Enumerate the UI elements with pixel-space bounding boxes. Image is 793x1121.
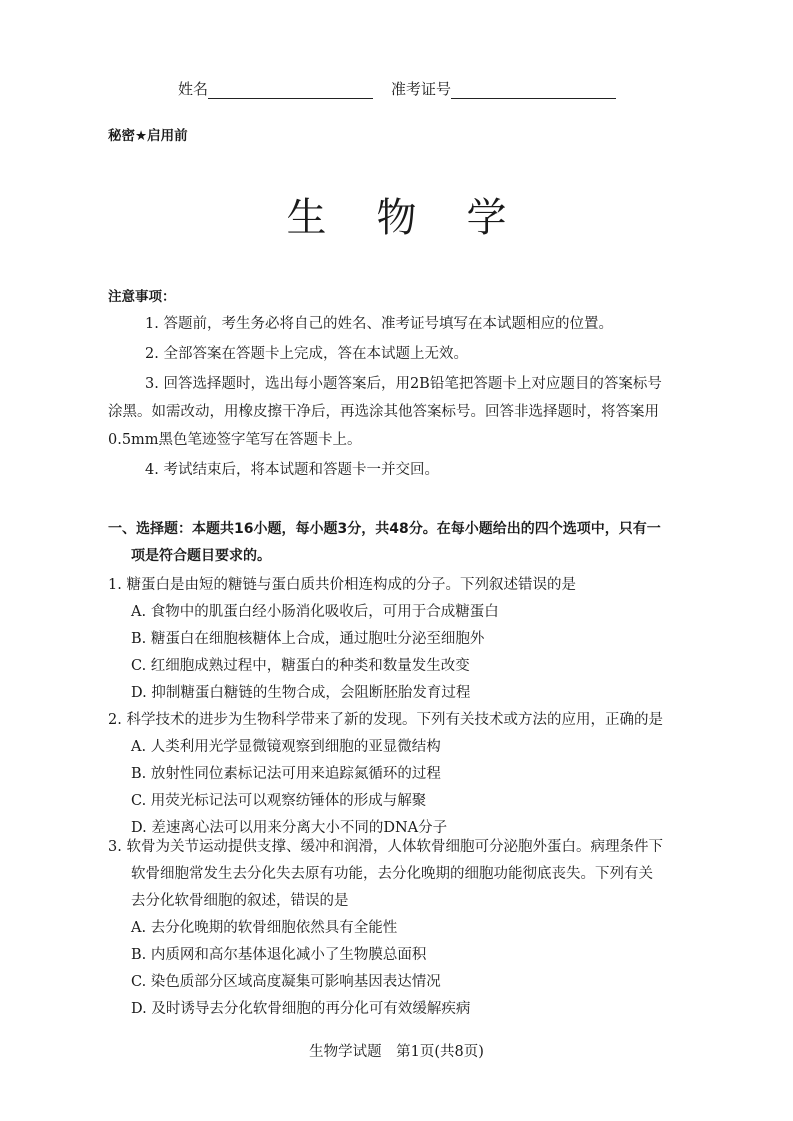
- question-option: A. 食物中的肌蛋白经小肠消化吸收后，可用于合成糖蛋白: [131, 604, 499, 620]
- exam-id-label: 准考证号: [391, 80, 452, 98]
- candidate-info-row: [178, 78, 616, 99]
- question-stem-continuation: 去分化软骨细胞的叙述，错误的是: [131, 893, 349, 909]
- question-option: C. 红细胞成熟过程中，糖蛋白的种类和数量发生改变: [131, 658, 470, 674]
- question-stem: 2. 科学技术的进步为生物科学带来了新的发现。下列有关技术或方法的应用，正确的是: [108, 712, 663, 728]
- question-option: C. 染色质部分区域高度凝集可影响基因表达情况: [131, 974, 441, 990]
- question-stem-continuation: 软骨细胞常发生去分化失去原有功能，去分化晚期的细胞功能彻底丧失。下列有关: [131, 866, 653, 882]
- notice-item-continuation: 0.5mm黑色笔迹签字笔写在答题卡上。: [108, 432, 362, 448]
- question-option: B. 放射性同位素标记法可用来追踪氮循环的过程: [131, 766, 441, 782]
- page-title: 生物学: [286, 195, 557, 241]
- exam-id-blank-line: [451, 80, 616, 99]
- name-blank-line: [208, 80, 373, 99]
- question-option: B. 糖蛋白在细胞核糖体上合成，通过胞吐分泌至细胞外: [131, 631, 485, 647]
- question-option: D. 抑制糖蛋白糖链的生物合成，会阻断胚胎发育过程: [131, 685, 471, 701]
- question-option: D. 差速离心法可以用来分离大小不同的DNA分子: [131, 820, 448, 836]
- question-option: A. 去分化晚期的软骨细胞依然具有全能性: [131, 920, 398, 936]
- question-option: C. 用荧光标记法可以观察纺锤体的形成与解聚: [131, 793, 427, 809]
- secret-label: 秘密★启用前: [108, 128, 188, 144]
- notice-item: 4. 考试结束后，将本试题和答题卡一并交回。: [145, 462, 439, 478]
- notice-item: 3. 回答选择题时，选出每小题答案后，用2B铅笔把答题卡上对应题目的答案标号: [145, 376, 662, 392]
- question-stem: 1. 糖蛋白是由短的糖链与蛋白质共价相连构成的分子。下列叙述错误的是: [108, 577, 576, 593]
- page-footer: 生物学试题 第1页(共8页): [309, 1044, 484, 1060]
- question-stem: 3. 软骨为关节运动提供支撑、缓冲和润滑，人体软骨细胞可分泌胞外蛋白。病理条件下: [108, 839, 663, 855]
- section-heading-continuation: 项是符合题目要求的。: [131, 548, 271, 564]
- notice-item: 1. 答题前，考生务必将自己的姓名、准考证号填写在本试题相应的位置。: [145, 316, 613, 332]
- notice-item-continuation: 涂黑。如需改动，用橡皮擦干净后，再选涂其他答案标号。回答非选择题时，将答案用: [108, 404, 659, 420]
- section-heading: 一、选择题：本题共16小题，每小题3分，共48分。在每小题给出的四个选项中，只有一: [108, 521, 661, 537]
- notice-item: 2. 全部答案在答题卡上完成，答在本试题上无效。: [145, 346, 468, 362]
- question-option: B. 内质网和高尔基体退化减小了生物膜总面积: [131, 947, 427, 963]
- question-option: D. 及时诱导去分化软骨细胞的再分化可有效缓解疾病: [131, 1001, 471, 1017]
- name-label: 姓名: [178, 80, 209, 98]
- question-option: A. 人类利用光学显微镜观察到细胞的亚显微结构: [131, 739, 441, 755]
- notice-title: 注意事项：: [108, 289, 176, 305]
